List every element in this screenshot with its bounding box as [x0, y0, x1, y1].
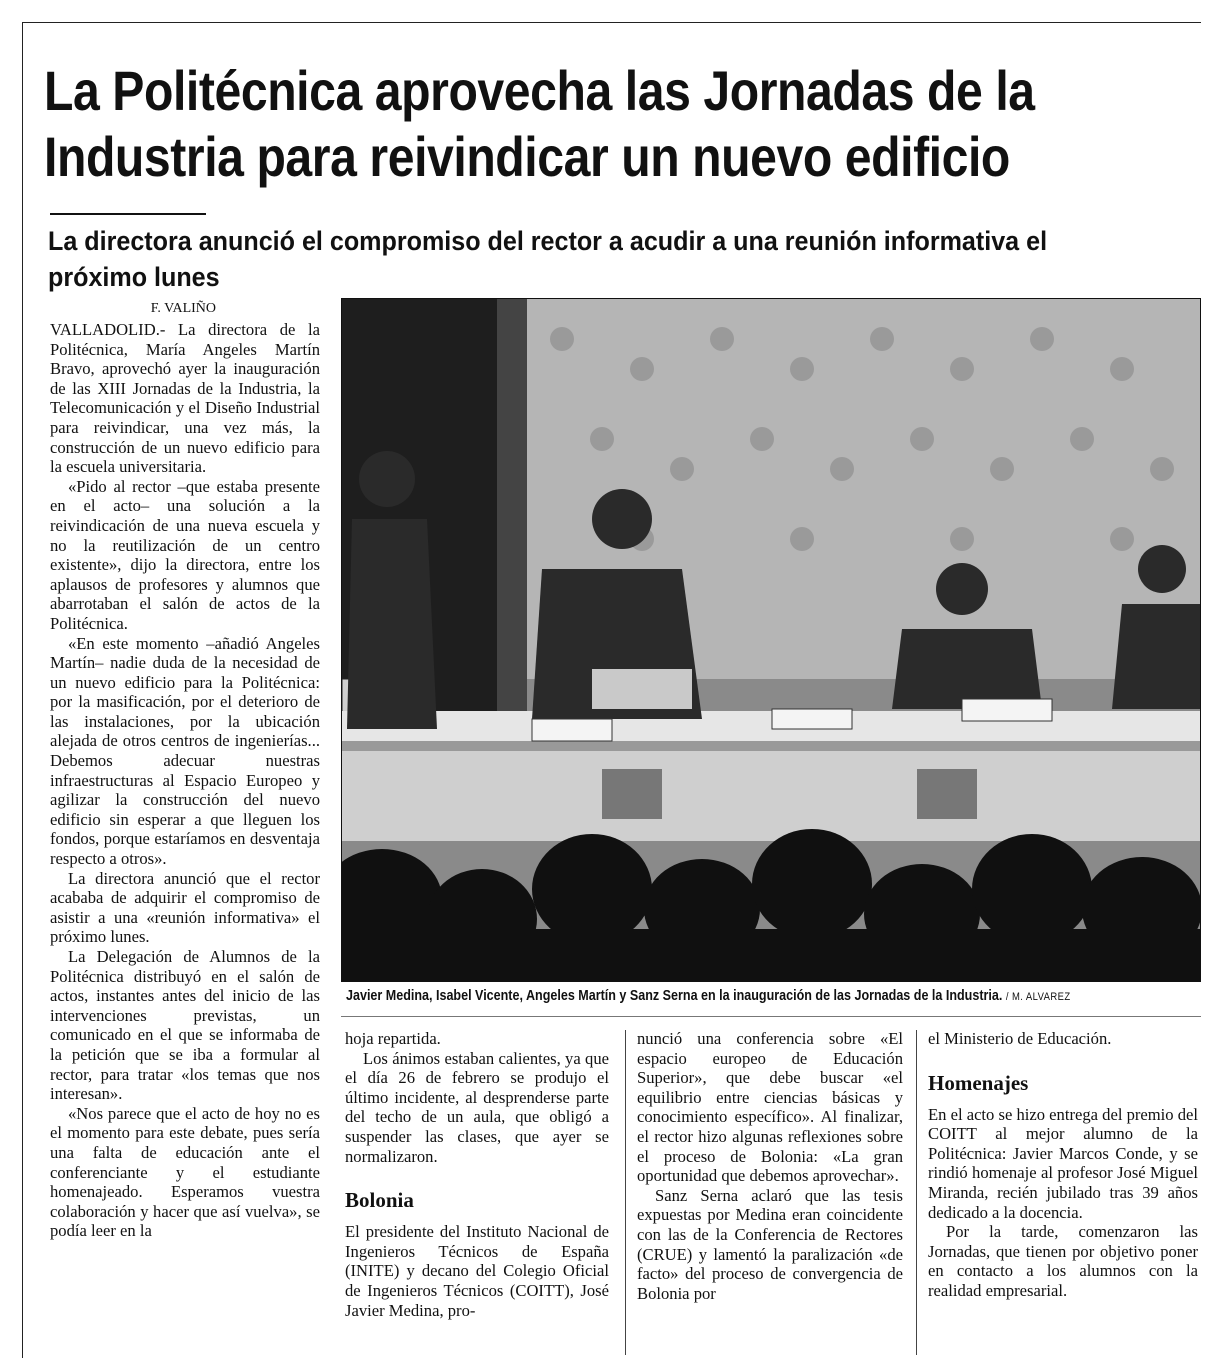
paragraph: el Ministerio de Educación. — [928, 1029, 1112, 1048]
headline: La Politécnica aprovecha las Jornadas de la Industria para reivindicar un nuevo edificio — [44, 59, 1035, 188]
column-divider — [916, 1030, 917, 1355]
paragraph: nunció una conferencia sobre «El espacio europeo de Educación Superior», que debe buscar «el equilibrio entre ciencias básicas y conocimiento específico». Al finalizar, el rector hizo algunas reflexiones sobre el proceso de Bolonia: «La gran oportunidad que debemos aprovechar». — [637, 1029, 903, 1186]
photo-caption — [346, 987, 1086, 1006]
paragraph: Por la tarde, comenzaron las Jornadas, que tienen por objetivo poner en contacto a los alumnos con la realidad empresarial. — [928, 1222, 1198, 1300]
column-1 — [50, 300, 320, 1241]
paragraph: Los ánimos estaban calientes, ya que el día 26 de febrero se produjo el último incidente, al desprenderse parte del techo de un aula, que obligó a suspender las clases, que ayer se normalizaron. — [345, 1048, 609, 1166]
paragraph: La Delegación de Alumnos de la Politécnica distribuyó en el salón de actos, instantes antes del inicio de las intervenciones previstas, un comunicado en el que se informaba de la petición que se iba a formular al rector, para tratar «los temas que nos interesan». — [50, 947, 320, 1104]
column-3 — [637, 1029, 903, 1303]
caption-text: Javier Medina, Isabel Vicente, Angeles Martín y Sanz Serna en la inauguración de las Jornadas de la Industria. — [346, 988, 1003, 1004]
news-photo — [341, 298, 1201, 982]
paragraph: El presidente del Instituto Nacional de Ingenieros Técnicos de España (INITE) y decano del Colegio Oficial de Ingenieros Técnicos (COITT), José Javier Medina, pro- — [345, 1222, 609, 1320]
paragraph: «Nos parece que el acto de hoy no es el momento para este debate, pues sería una falta de educación ante el conferenciante y el estudiante homenajeado. Esperamos vuestra colaboración y hacer que así vuelva», se podía leer en la — [50, 1103, 320, 1241]
column-divider — [625, 1030, 626, 1355]
caption-rule — [341, 1016, 1201, 1017]
column-2 — [345, 1029, 609, 1320]
photo-credit: / M. ALVAREZ — [1005, 991, 1071, 1003]
byline: F. VALIÑO — [150, 301, 216, 316]
headline-rule — [50, 213, 206, 215]
section-heading-bolonia: Bolonia — [345, 1188, 414, 1213]
paragraph: En el acto se hizo entrega del premio del COITT al mejor alumno de la Politécnica: Javier Marcos Conde, y se rindió homenaje al profesor José Miguel Miranda, recién jubilado tras 39 años dedicado a la docencia. — [928, 1104, 1198, 1222]
section-heading-homenajes: Homenajes — [928, 1070, 1029, 1095]
paragraph: Sanz Serna aclaró que las tesis expuestas por Medina eran coincidente con las de la Conferencia de Rectores (CRUE) y lamentó la paralización «de facto» del proceso de convergencia de Bolonia por — [637, 1185, 903, 1303]
paragraph: «En este momento –añadió Angeles Martín– nadie duda de la necesidad de un nuevo edificio para la Politécnica: por la masificación, por el deterioro de las instalaciones, por la ubicación alejada de otros centros de ingenierías... Debemos adecuar nuestras infraestructuras al Espacio Europeo y agilizar la construcción del nuevo edificio sin esperar a que lleguen los fondos, porque estaríamos en desventaja respecto a otros». — [50, 633, 320, 869]
paragraph: «Pido al rector –que estaba presente en el acto– una solución a la reivindicación de una nueva escuela y no la reutilización de un centro existente», dijo la directora, entre los aplausos de profesores y alumnos que abarrotaban el salón de actos de la Politécnica. — [50, 476, 320, 633]
paragraph: VALLADOLID.- La directora de la Politécnica, María Angeles Martín Bravo, aprovechó ayer la inauguración de las XIII Jornadas de la Industria, la Telecomunicación y el Diseño Industrial para reivindicar, una vez más, la construcción de un nuevo edificio para la escuela universitaria. — [50, 320, 320, 477]
paragraph: La directora anunció que el rector acababa de adquirir el compromiso de asistir a una «reunión informativa» el próximo lunes. — [50, 868, 320, 947]
column-4 — [928, 1029, 1198, 1301]
paragraph: hoja repartida. — [345, 1029, 441, 1048]
subheadline: La directora anunció el compromiso del rector a acudir a una reunión informativa el próximo lunes — [48, 226, 1048, 292]
